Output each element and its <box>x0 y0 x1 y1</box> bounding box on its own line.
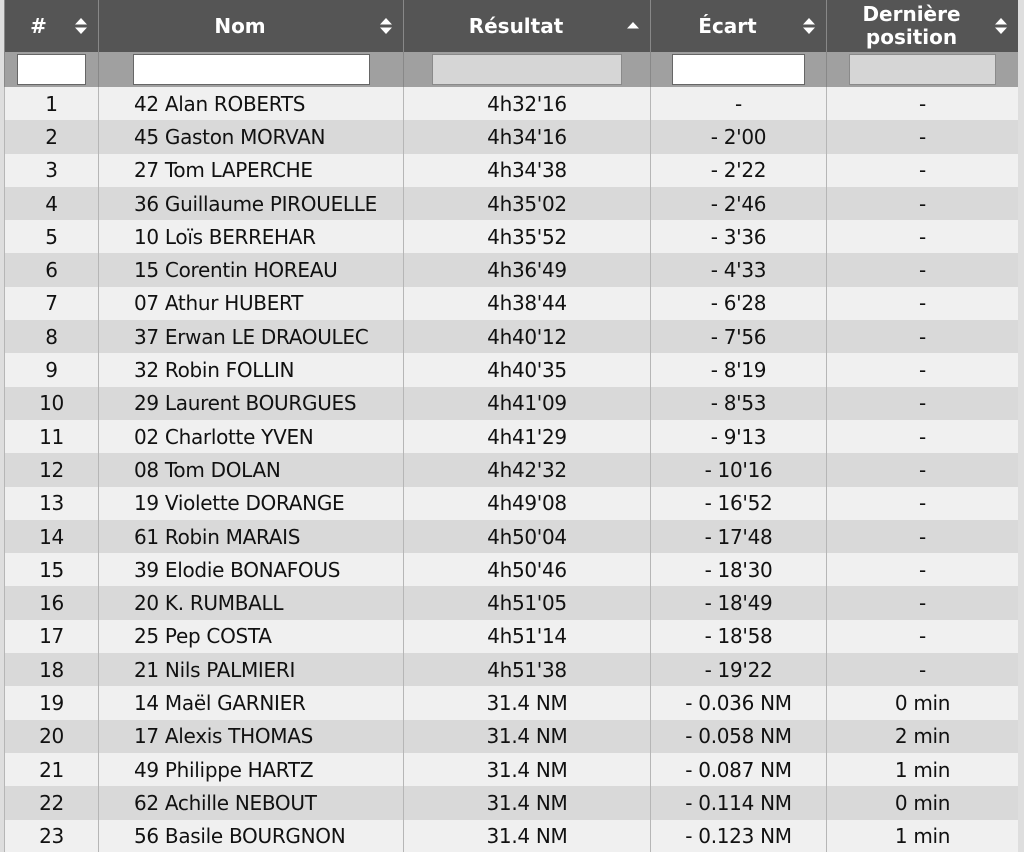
gap-cell: - <box>651 87 827 120</box>
gap-cell: - 17'48 <box>651 520 827 553</box>
last-position-cell: - <box>827 154 1019 187</box>
rank-cell: 8 <box>5 320 99 353</box>
table-row <box>5 686 1019 719</box>
name-cell: 02 Charlotte YVEN <box>99 420 404 453</box>
name-cell: 20 K. RUMBALL <box>99 586 404 619</box>
name-cell: 21 Nils PALMIERI <box>99 653 404 686</box>
rank-cell: 4 <box>5 187 99 220</box>
table-row <box>5 786 1019 819</box>
gap-cell: - 6'28 <box>651 287 827 320</box>
rank-cell: 20 <box>5 720 99 753</box>
gap-cell: - 0.114 NM <box>651 786 827 819</box>
last-position-cell: - <box>827 586 1019 619</box>
name-cell: 32 Robin FOLLIN <box>99 353 404 386</box>
name-cell: 49 Philippe HARTZ <box>99 753 404 786</box>
table-row <box>5 620 1019 653</box>
sort-both-icon[interactable] <box>802 17 816 35</box>
last-position-cell: - <box>827 420 1019 453</box>
result-cell: 4h49'08 <box>404 487 651 520</box>
name-cell: 15 Corentin HOREAU <box>99 253 404 286</box>
column-header-label: # <box>30 13 47 38</box>
rank-cell: 16 <box>5 586 99 619</box>
column-header-label: Écart <box>698 13 757 38</box>
last-position-cell: 1 min <box>827 820 1019 852</box>
last-position-cell: - <box>827 520 1019 553</box>
name-cell: 27 Tom LAPERCHE <box>99 154 404 187</box>
result-cell: 4h50'04 <box>404 520 651 553</box>
last-position-cell: - <box>827 120 1019 153</box>
last-position-cell: - <box>827 653 1019 686</box>
column-header-name[interactable] <box>99 0 404 52</box>
sort-both-icon[interactable] <box>379 17 393 35</box>
result-cell: 31.4 NM <box>404 786 651 819</box>
table-row <box>5 353 1019 386</box>
rank-cell: 17 <box>5 620 99 653</box>
column-header-rank[interactable] <box>5 0 99 52</box>
table-row <box>5 520 1019 553</box>
name-cell: 07 Athur HUBERT <box>99 287 404 320</box>
table-row <box>5 553 1019 586</box>
last-position-cell: - <box>827 553 1019 586</box>
rank-cell: 11 <box>5 420 99 453</box>
table-row <box>5 720 1019 753</box>
column-header-result[interactable] <box>404 0 651 52</box>
rank-cell: 14 <box>5 520 99 553</box>
result-filter-select[interactable] <box>432 54 622 85</box>
result-cell: 4h40'12 <box>404 320 651 353</box>
result-cell: 4h36'49 <box>404 253 651 286</box>
results-table <box>4 0 1018 852</box>
table-row <box>5 586 1019 619</box>
rank-cell: 19 <box>5 686 99 719</box>
result-cell: 4h50'46 <box>404 553 651 586</box>
rank-cell: 22 <box>5 786 99 819</box>
table-row <box>5 820 1019 852</box>
name-filter-input[interactable] <box>133 54 370 85</box>
column-header-last-position[interactable] <box>827 0 1019 52</box>
rank-cell: 6 <box>5 253 99 286</box>
result-cell: 31.4 NM <box>404 720 651 753</box>
name-cell: 10 Loïs BERREHAR <box>99 220 404 253</box>
result-cell: 4h51'38 <box>404 653 651 686</box>
last-position-filter-select[interactable] <box>849 54 996 85</box>
last-position-cell: - <box>827 287 1019 320</box>
last-position-cell: - <box>827 187 1019 220</box>
gap-cell: - 2'22 <box>651 154 827 187</box>
rank-cell: 23 <box>5 820 99 852</box>
rank-cell: 3 <box>5 154 99 187</box>
filter-cell-gap <box>651 52 827 87</box>
result-cell: 4h35'52 <box>404 220 651 253</box>
results-table-container <box>4 0 1018 852</box>
rank-cell: 21 <box>5 753 99 786</box>
filter-cell-name <box>99 52 404 87</box>
table-row <box>5 420 1019 453</box>
last-position-cell: - <box>827 387 1019 420</box>
table-row <box>5 320 1019 353</box>
header-row <box>5 0 1019 52</box>
gap-cell: - 4'33 <box>651 253 827 286</box>
filter-cell-result <box>404 52 651 87</box>
column-header-label: Résultat <box>468 13 564 38</box>
gap-cell: - 7'56 <box>651 320 827 353</box>
name-cell: 08 Tom DOLAN <box>99 453 404 486</box>
name-cell: 37 Erwan LE DRAOULEC <box>99 320 404 353</box>
name-cell: 25 Pep COSTA <box>99 620 404 653</box>
gap-cell: - 10'16 <box>651 453 827 486</box>
gap-cell: - 2'00 <box>651 120 827 153</box>
results-body <box>5 87 1019 852</box>
result-cell: 31.4 NM <box>404 686 651 719</box>
result-cell: 4h34'16 <box>404 120 651 153</box>
sort-both-icon[interactable] <box>74 17 88 35</box>
gap-cell: - 18'58 <box>651 620 827 653</box>
filter-cell-last-position <box>827 52 1019 87</box>
gap-cell: - 2'46 <box>651 187 827 220</box>
table-row <box>5 453 1019 486</box>
table-row <box>5 187 1019 220</box>
rank-cell: 12 <box>5 453 99 486</box>
gap-cell: - 0.058 NM <box>651 720 827 753</box>
gap-cell: - 8'53 <box>651 387 827 420</box>
gap-cell: - 0.036 NM <box>651 686 827 719</box>
gap-cell: - 19'22 <box>651 653 827 686</box>
table-row <box>5 487 1019 520</box>
rank-cell: 1 <box>5 87 99 120</box>
last-position-cell: - <box>827 253 1019 286</box>
name-cell: 42 Alan ROBERTS <box>99 87 404 120</box>
table-row <box>5 120 1019 153</box>
name-cell: 62 Achille NEBOUT <box>99 786 404 819</box>
column-header-label: Dernière position <box>862 2 961 49</box>
result-cell: 4h32'16 <box>404 87 651 120</box>
table-row <box>5 653 1019 686</box>
result-cell: 4h42'32 <box>404 453 651 486</box>
rank-cell: 2 <box>5 120 99 153</box>
gap-cell: - 8'19 <box>651 353 827 386</box>
gap-cell: - 0.123 NM <box>651 820 827 852</box>
result-cell: 4h41'29 <box>404 420 651 453</box>
last-position-cell: 0 min <box>827 786 1019 819</box>
name-cell: 17 Alexis THOMAS <box>99 720 404 753</box>
last-position-cell: 2 min <box>827 720 1019 753</box>
filter-row <box>5 52 1019 87</box>
table-row <box>5 87 1019 120</box>
filter-cell-rank <box>5 52 99 87</box>
result-cell: 4h38'44 <box>404 287 651 320</box>
rank-cell: 10 <box>5 387 99 420</box>
table-row <box>5 154 1019 187</box>
rank-cell: 18 <box>5 653 99 686</box>
gap-cell: - 18'49 <box>651 586 827 619</box>
name-cell: 39 Elodie BONAFOUS <box>99 553 404 586</box>
last-position-cell: - <box>827 453 1019 486</box>
rank-filter-input[interactable] <box>17 54 86 85</box>
gap-cell: - 0.087 NM <box>651 753 827 786</box>
rank-cell: 9 <box>5 353 99 386</box>
last-position-cell: - <box>827 220 1019 253</box>
result-cell: 31.4 NM <box>404 820 651 852</box>
last-position-cell: 0 min <box>827 686 1019 719</box>
last-position-cell: - <box>827 353 1019 386</box>
result-cell: 4h35'02 <box>404 187 651 220</box>
gap-cell: - 9'13 <box>651 420 827 453</box>
sort-ascending-icon[interactable] <box>626 17 640 35</box>
table-row <box>5 753 1019 786</box>
result-cell: 4h51'05 <box>404 586 651 619</box>
last-position-cell: - <box>827 87 1019 120</box>
name-cell: 36 Guillaume PIROUELLE <box>99 187 404 220</box>
result-cell: 4h41'09 <box>404 387 651 420</box>
rank-cell: 5 <box>5 220 99 253</box>
table-row <box>5 287 1019 320</box>
gap-cell: - 16'52 <box>651 487 827 520</box>
rank-cell: 13 <box>5 487 99 520</box>
name-cell: 14 Maël GARNIER <box>99 686 404 719</box>
name-cell: 45 Gaston MORVAN <box>99 120 404 153</box>
last-position-cell: - <box>827 320 1019 353</box>
gap-cell: - 18'30 <box>651 553 827 586</box>
result-cell: 4h51'14 <box>404 620 651 653</box>
column-header-label: Nom <box>214 13 266 38</box>
name-cell: 29 Laurent BOURGUES <box>99 387 404 420</box>
sort-both-icon[interactable] <box>994 17 1008 35</box>
last-position-cell: - <box>827 487 1019 520</box>
name-cell: 56 Basile BOURGNON <box>99 820 404 852</box>
name-cell: 61 Robin MARAIS <box>99 520 404 553</box>
result-cell: 4h40'35 <box>404 353 651 386</box>
result-cell: 4h34'38 <box>404 154 651 187</box>
rank-cell: 15 <box>5 553 99 586</box>
name-cell: 19 Violette DORANGE <box>99 487 404 520</box>
rank-cell: 7 <box>5 287 99 320</box>
gap-filter-input[interactable] <box>672 54 805 85</box>
column-header-gap[interactable] <box>651 0 827 52</box>
last-position-cell: - <box>827 620 1019 653</box>
table-row <box>5 253 1019 286</box>
gap-cell: - 3'36 <box>651 220 827 253</box>
result-cell: 31.4 NM <box>404 753 651 786</box>
last-position-cell: 1 min <box>827 753 1019 786</box>
table-row <box>5 387 1019 420</box>
table-row <box>5 220 1019 253</box>
